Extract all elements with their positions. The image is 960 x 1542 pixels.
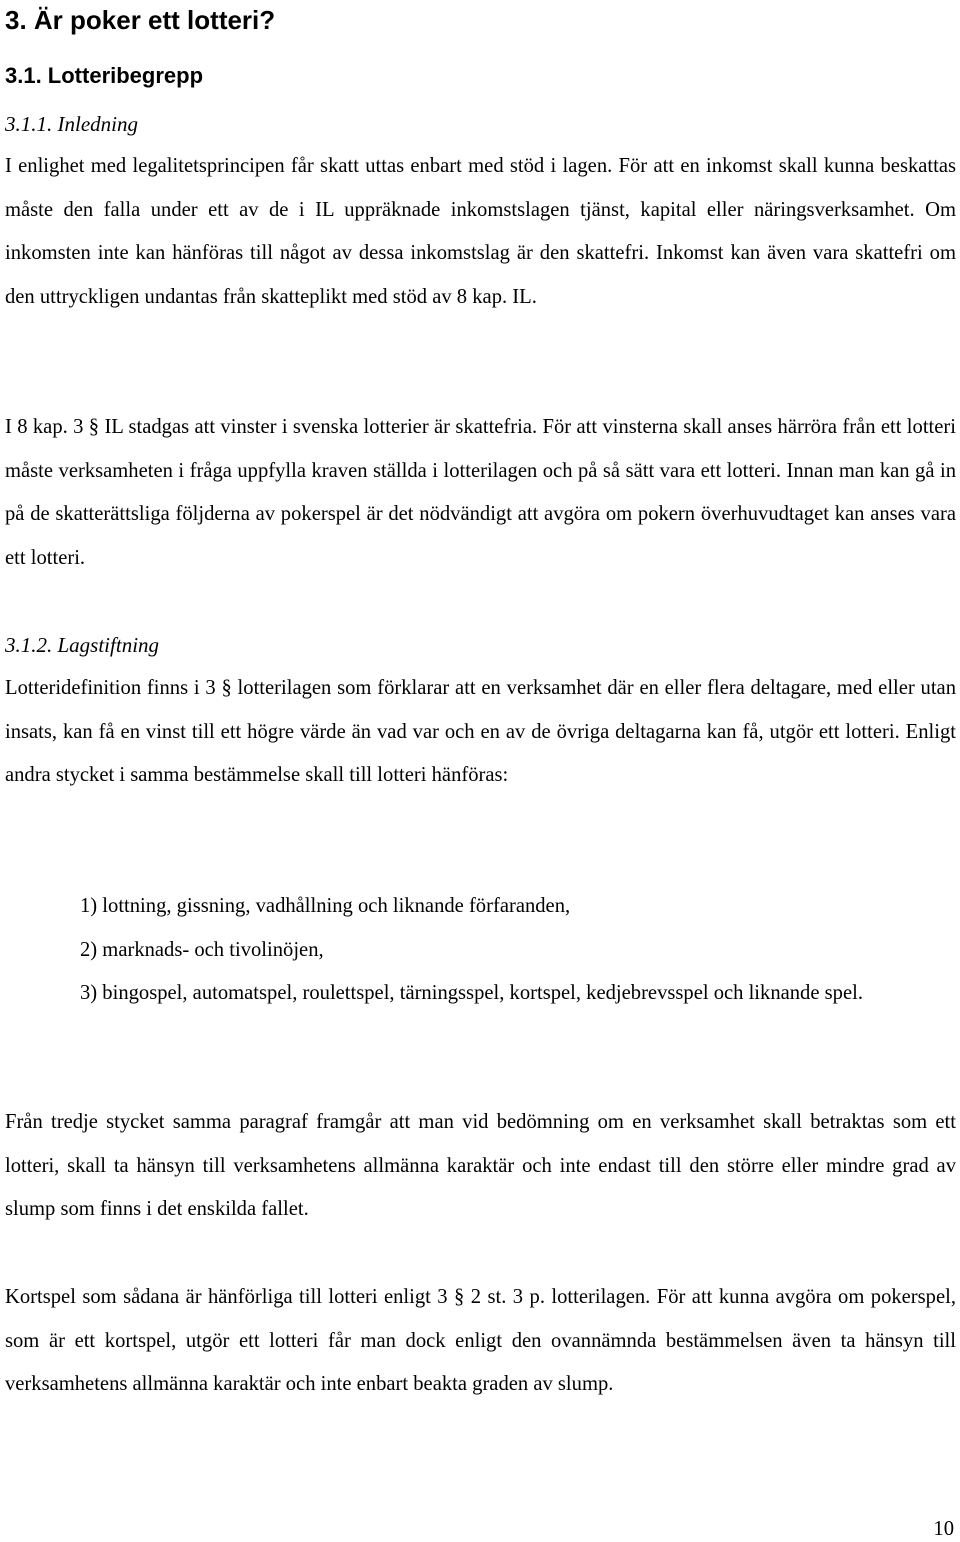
page-number: 10: [933, 1518, 954, 1540]
lottery-types-list: [80, 885, 956, 1016]
section-heading: 3.1. Lotteribegrepp: [5, 63, 204, 88]
subsection-heading-inledning: 3.1.1. Inledning: [5, 112, 138, 136]
paragraph-lottery-definition: Lotteridefinition finns i 3 § lotterilagen som förklarar att en verksamhet där en eller flera deltagare, med eller utan insats, kan få en vinst till ett högre värde än vad var och en av de övriga deltagarna kan få, utgör ett lotteri. Enligt andra stycket i samma bestämmelse skall till lotteri hänföras:: [5, 677, 956, 787]
list-item: 3) bingospel, automatspel, roulettspel, tärningsspel, kortspel, kedjebrevsspel och liknande spel.: [80, 982, 863, 1005]
paragraph-lottery-winnings: I 8 kap. 3 § IL stadgas att vinster i svenska lotterier är skattefria. För att vinsterna skall anses härröra från ett lotteri måste verksamheten i fråga uppfylla kraven ställda i lotterilagen och på så sätt vara ett lotteri. Innan man kan gå in på de skatterättsliga följderna av pokerspel är det nödvändigt att avgöra om pokern överhuvudtaget kan anses vara ett lotteri.: [5, 416, 956, 569]
paragraph-card-games: Kortspel som sådana är hänförliga till lotteri enligt 3 § 2 st. 3 p. lotterilagen. För att kunna avgöra om pokerspel, som är ett kortspel, utgör ett lotteri får man dock enligt den ovannämnda bestämmelsen även ta hänsyn till verksamhetens allmänna karaktär och inte enbart beakta graden av slump.: [5, 1286, 956, 1396]
subsection-heading-lagstiftning: 3.1.2. Lagstiftning: [5, 633, 160, 657]
chapter-heading: 3. Är poker ett lotteri?: [5, 5, 276, 35]
list-item: 2) marknads- och tivolinöjen,: [80, 938, 324, 961]
paragraph-general-character: Från tredje stycket samma paragraf framgår att man vid bedömning om en verksamhet skall betraktas som ett lotteri, skall ta hänsyn till verksamhetens allmänna karaktär och inte endast till den större eller mindre grad av slump som finns i det enskilda fallet.: [5, 1111, 956, 1221]
paragraph-legality-principle: I enlighet med legalitetsprincipen får skatt uttas enbart med stöd i lagen. För att en inkomst skall kunna beskattas måste den falla under ett av de i IL uppräknade inkomstslagen tjänst, kapital eller näringsverksamhet. Om inkomsten inte kan hänföras till något av dessa inkomstslag är den skattefri. Inkomst kan även vara skattefri om den uttryckligen undantas från skatteplikt med stöd av 8 kap. IL.: [5, 155, 956, 308]
list-item: 1) lottning, gissning, vadhållning och liknande förfaranden,: [80, 895, 571, 917]
